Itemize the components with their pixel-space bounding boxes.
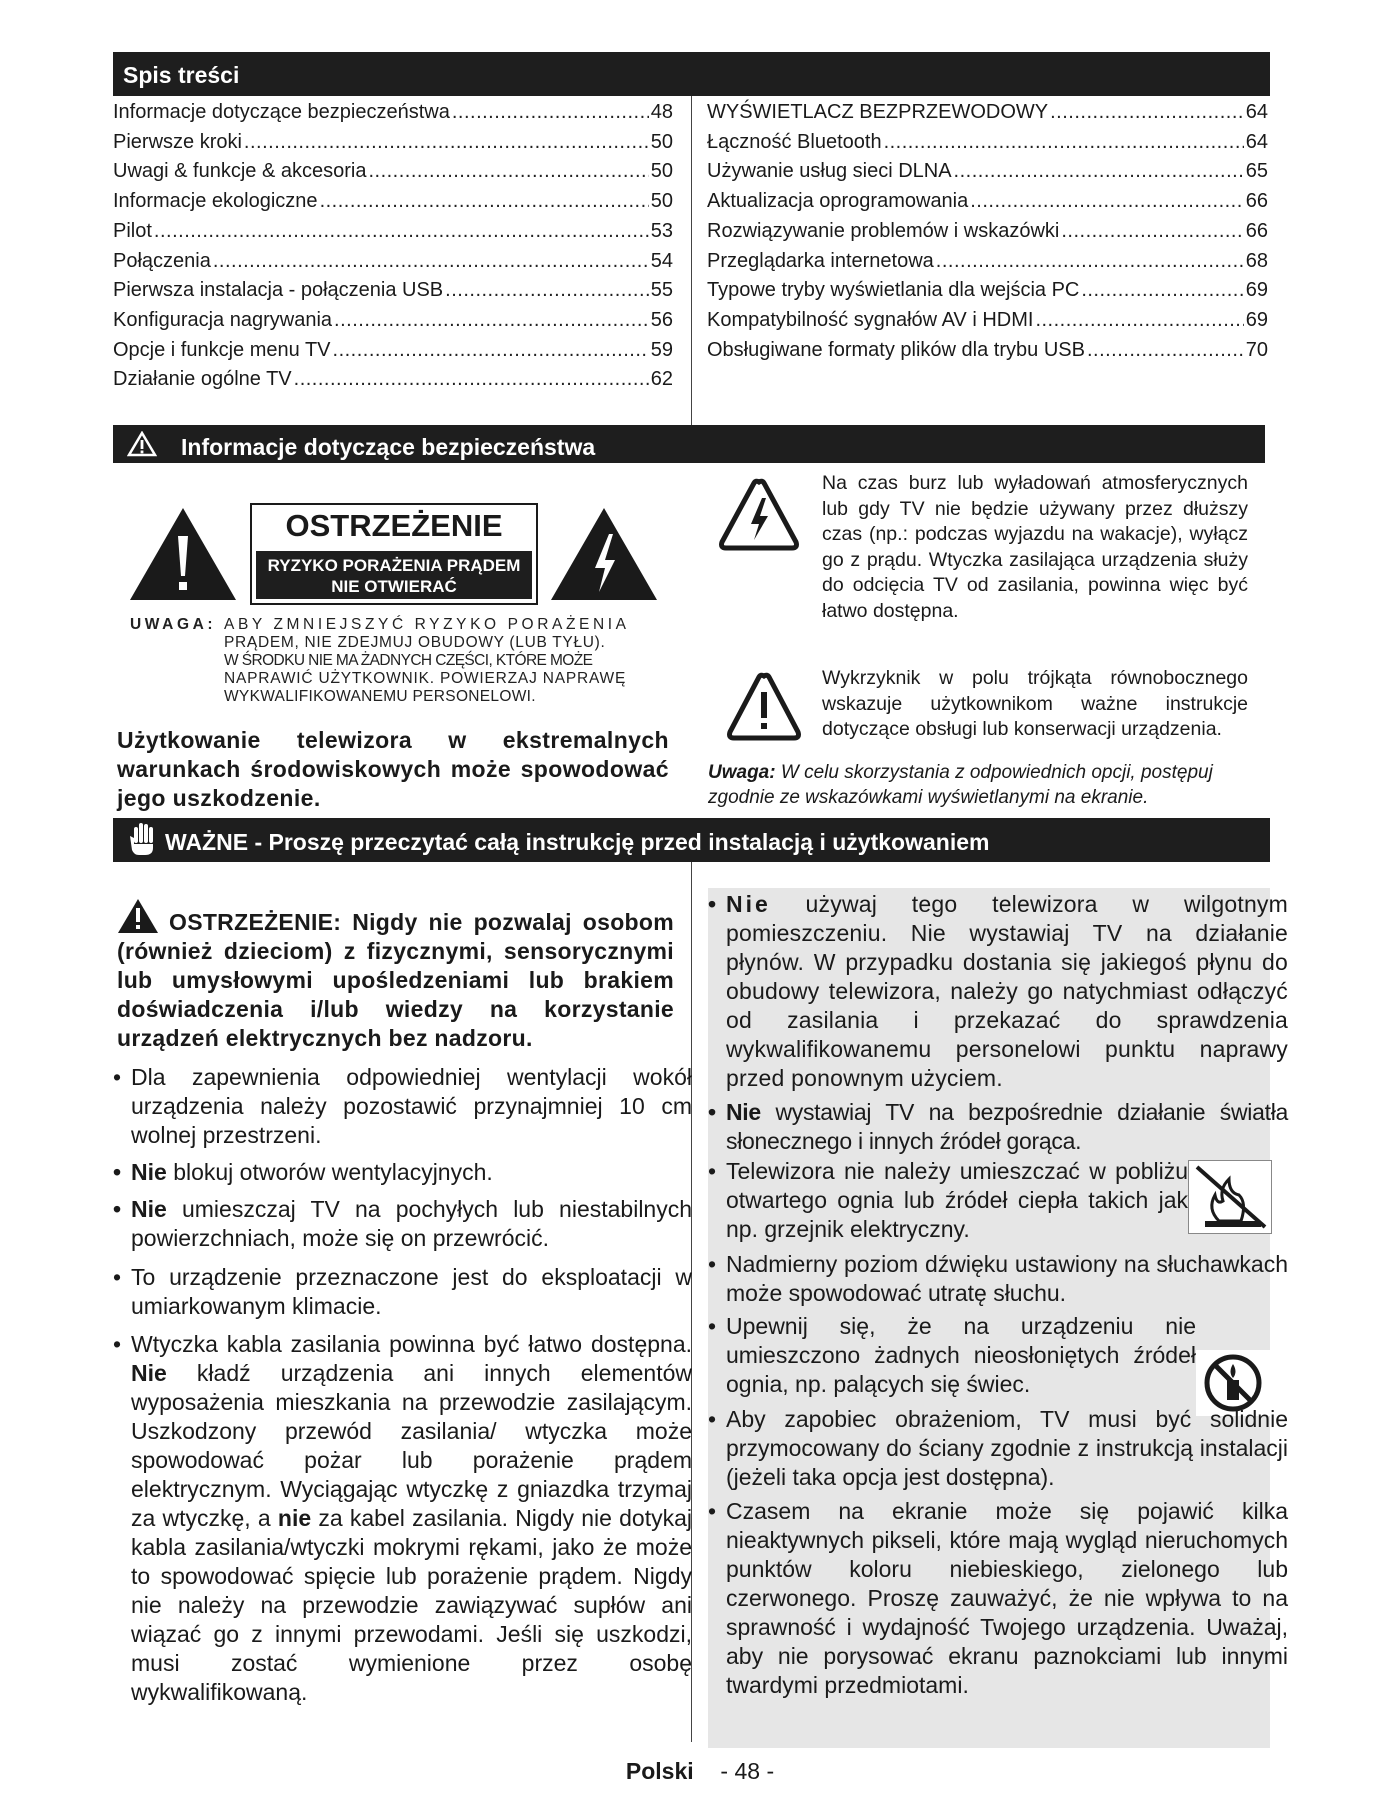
- uwaga-line-3: W ŚRODKU NIE MA ŻADNYCH CZĘŚCI, KTÓRE MOŻE: [224, 652, 593, 669]
- warning-statement-text: OSTRZEŻENIE: Nigdy nie pozwalaj osobom (również dzieciom) z fizycznymi, sensorycznymi lub umysłowymi upośledzeniami lub brakiem doświadczenia i/lub wiedzy na korzystanie urządzeń elektrycznych bez nadzoru.: [117, 909, 674, 1051]
- bullet-mark: •: [113, 1264, 122, 1290]
- bullet-climate: [113, 1263, 692, 1321]
- toc-entry[interactable]: [113, 160, 673, 186]
- nie-bold: nie: [277, 1505, 312, 1531]
- toc-entry-leader: [320, 190, 649, 213]
- toc-entry-page: 50: [650, 160, 673, 183]
- nie-bold: Nie: [131, 1196, 167, 1222]
- bullet-text: Wtyczka kabla zasilania powinna być łatwo dostępna.: [131, 1331, 692, 1357]
- warning-triangle-icon: [127, 431, 157, 457]
- toc-entry-page: 55: [650, 279, 673, 302]
- toc-entry-page: 53: [650, 219, 673, 242]
- note: [708, 760, 1268, 810]
- bullet-text: Aby zapobiec obrażeniom, TV musi być solidnie przymocowany do ściany zgodnie z instrukcją instalacji (jeżeli taka opcja jest dostępna).: [726, 1406, 1288, 1490]
- toc-entry-leader: [1050, 101, 1244, 124]
- exclamation-outline-icon: [726, 672, 802, 742]
- note-label: Uwaga:: [708, 762, 776, 783]
- toc-entry-leader: [154, 220, 649, 243]
- toc-entry-leader: [936, 250, 1244, 273]
- toc-entry-page: 50: [650, 130, 673, 153]
- nie-bold: Nie: [131, 1360, 167, 1386]
- bullet-mark: •: [708, 1099, 716, 1125]
- toc-entry[interactable]: [707, 101, 1268, 127]
- bullet-mark: •: [708, 1313, 717, 1339]
- toc-entry[interactable]: [707, 131, 1268, 157]
- bullet-mark: •: [708, 1158, 717, 1184]
- toc-entry-leader: [1035, 309, 1243, 332]
- toc-entry-label: Informacje ekologiczne: [113, 190, 318, 213]
- toc-entry-label: Pierwsza instalacja - połączenia USB: [113, 279, 444, 302]
- hand-icon: [129, 822, 159, 856]
- warning-box: [250, 503, 538, 605]
- toc-entry-leader: [884, 131, 1244, 154]
- toc-entry-label: Informacje dotyczące bezpieczeństwa: [113, 101, 450, 123]
- toc-entry-page: 69: [1245, 308, 1268, 331]
- toc-entry-label: Przeglądarka internetowa: [707, 249, 934, 272]
- bullet-pixels: [708, 1497, 1288, 1700]
- toc-entry[interactable]: [113, 309, 673, 335]
- toc-entry-leader: [213, 250, 649, 273]
- bullet-power-cord: [113, 1330, 692, 1707]
- bullet-text: Dla zapewnienia odpowiedniej wentylacji wokół urządzenia należy pozostawić przynajmniej 10 cm wolnej przestrzeni.: [131, 1064, 692, 1148]
- important-header: [113, 818, 1270, 862]
- toc-entry[interactable]: [113, 279, 673, 305]
- bullet-mark: •: [113, 1331, 122, 1357]
- toc-entry-leader: [244, 131, 649, 154]
- toc-entry-page: 64: [1245, 101, 1268, 123]
- toc-entry-leader: [954, 160, 1244, 183]
- uwaga-line-2: PRĄDEM, NIE ZDEJMUJ OBUDOWY (LUB TYŁU).: [224, 634, 606, 651]
- toc-entry-page: 66: [1245, 219, 1268, 242]
- uwaga-line-1: ABY ZMNIEJSZYĆ RYZYKO PORAŻENIA: [224, 616, 630, 633]
- toc-entry-label: Aktualizacja oprogramowania: [707, 190, 969, 213]
- toc-entry-label: Używanie usług sieci DLNA: [707, 160, 952, 183]
- warning-box-sub2: NIE OTWIERAĆ: [331, 577, 457, 596]
- toc-entry-label: Pilot: [113, 219, 152, 242]
- bullet-mark: •: [113, 1064, 122, 1090]
- toc-entry[interactable]: [113, 250, 673, 276]
- toc-entry-label: Konfiguracja nagrywania: [113, 308, 333, 331]
- toc-entry-label: Typowe tryby wyświetlania dla wejścia PC: [707, 279, 1080, 302]
- toc-entry-leader: [452, 101, 649, 124]
- toc-entry-page: 48: [650, 101, 673, 123]
- toc-entry[interactable]: [707, 250, 1268, 276]
- toc-entry-label: WYŚWIETLACZ BEZPRZEWODOWY: [707, 101, 1049, 123]
- bullet-mark: •: [708, 891, 717, 917]
- toc-entry[interactable]: [707, 309, 1268, 335]
- toc-entry-label: Opcje i funkcje menu TV: [113, 338, 331, 361]
- toc-entry-page: 66: [1245, 190, 1268, 213]
- safety-title: Informacje dotyczące bezpieczeństwa: [181, 434, 596, 460]
- warning-box-subpanel: [256, 551, 532, 599]
- toc-entry-label: Działanie ogólne TV: [113, 368, 292, 391]
- exclamation-text: Wykrzyknik w polu trójkąta równobocznego wskazuje użytkownikom ważne instrukcje dotyczące obsługi lub konserwacji urządzenia.: [822, 667, 1248, 740]
- bullet-unstable: [113, 1195, 692, 1253]
- toc-entry-label: Pierwsze kroki: [113, 130, 242, 153]
- toc-entry-page: 65: [1245, 160, 1268, 183]
- toc-entry-label: Kompatybilność sygnałów AV i HDMI: [707, 308, 1034, 331]
- bullet-mark: •: [708, 1406, 717, 1432]
- toc-entry-label: Połączenia: [113, 249, 211, 272]
- toc-entry[interactable]: [707, 190, 1268, 216]
- toc-divider: [691, 96, 692, 426]
- toc-entry[interactable]: [113, 101, 673, 127]
- nie-bold: Nie: [726, 1099, 761, 1125]
- toc-entry-leader: [294, 368, 649, 391]
- bullet-mark: •: [708, 1498, 717, 1524]
- toc-entry[interactable]: [707, 279, 1268, 305]
- note-text: W celu skorzystania z odpowiednich opcji, postępuj zgodnie ze wskazówkami wyświetlanymi na ekranie.: [708, 762, 1213, 808]
- bullet-sunlight: [708, 1098, 1288, 1156]
- toc-entry[interactable]: [707, 339, 1268, 365]
- bullet-text: wystawiaj TV na bezpośrednie działanie światła słonecznego i innych źródeł gorąca.: [726, 1099, 1289, 1154]
- uwaga-label: UWAGA:: [130, 616, 217, 633]
- toc-entry[interactable]: [113, 190, 673, 216]
- toc-entry-leader: [1061, 220, 1243, 243]
- toc-entry-page: 54: [650, 249, 673, 272]
- toc-entry[interactable]: [707, 160, 1268, 186]
- toc-entry-leader: [445, 279, 649, 302]
- bullet-vents: [113, 1158, 692, 1187]
- toc-entry-label: Rozwiązywanie problemów i wskazówki: [707, 219, 1060, 242]
- bullet-text: umieszczaj TV na pochyłych lub niestabilnych powierzchniach, może się on przewrócić.: [131, 1196, 693, 1251]
- bullet-text: Nadmierny poziom dźwięku ustawiony na słuchawkach może spowodować utratę słuchu.: [726, 1251, 1288, 1306]
- bullet-text: Czasem na ekranie może się pojawić kilka nieaktywnych pikseli, które mają wygląd nieruchomych punktów koloru niebieskiego, zielonego lub czerwonego. Proszę zauważyć, że nie wpływa to na sprawność i wydajność Twojego urządzenia. Uważaj, aby nie porysować ekranu paznokciami lub innymi twardymi przedmiotami.: [726, 1498, 1288, 1698]
- footer-page-number: - 48 -: [720, 1758, 775, 1784]
- bullet-text: kładź urządzenia ani innych elementów wyposażenia mieszkania na przewodzie zasilającym. Uszkodzony przewód zasilania/ wtyczka może spowodować pożar lub porażenie prądem elektrycznym. Wyciągając wtyczkę z gniazdka trzymaj za wtyczkę, a: [131, 1360, 692, 1531]
- toc-entry-leader: [333, 339, 649, 362]
- toc-entry-page: 64: [1245, 130, 1268, 153]
- warning-statement: [117, 908, 674, 1053]
- toc-entry-page: 50: [650, 190, 673, 213]
- bullet-text: blokuj otworów wentylacyjnych.: [173, 1159, 493, 1185]
- toc-title: Spis treści: [123, 62, 240, 88]
- toc-entry[interactable]: [113, 131, 673, 157]
- toc-entry[interactable]: [707, 220, 1268, 246]
- toc-entry-leader: [1087, 339, 1244, 362]
- toc-entry-page: 59: [650, 338, 673, 361]
- extreme-conditions-warning: Użytkowanie telewizora w ekstremalnych warunkach środowiskowych może spowodować jego uszkodzenie.: [117, 727, 669, 811]
- footer: [0, 1758, 1400, 1785]
- toc-entry[interactable]: [113, 220, 673, 246]
- toc-entry-page: 56: [650, 308, 673, 331]
- toc-entry-label: Uwagi & funkcje & akcesoria: [113, 160, 367, 183]
- toc-entry-label: Obsługiwane formaty plików dla trybu USB: [707, 338, 1085, 361]
- nie-bold: Nie: [131, 1159, 167, 1185]
- uwaga-line-5: WYKWALIFIKOWANEMU PERSONELOWI.: [224, 688, 536, 705]
- important-title: WAŻNE - Proszę przeczytać całą instrukcję przed instalacją i użytkowaniem: [165, 829, 990, 855]
- bullet-headphones: [708, 1250, 1288, 1308]
- toc-header: [113, 52, 1270, 96]
- bullet-ventilation: [113, 1063, 692, 1150]
- toc-entry-page: 62: [650, 368, 673, 391]
- bullet-open-fire: [708, 1157, 1188, 1244]
- no-fire-icon: [1188, 1160, 1272, 1234]
- toc-entry-leader: [1081, 279, 1243, 302]
- bullet-mark: •: [708, 1251, 717, 1277]
- uwaga-line-4: NAPRAWIĆ UŻYTKOWNIK. POWIERZAJ NAPRAWĘ: [224, 670, 627, 687]
- nie-bold: Nie: [726, 891, 771, 917]
- toc-entry[interactable]: [113, 368, 673, 394]
- bullet-text: Upewnij się, że na urządzeniu nie umieszczono żadnych nieosłoniętych źródeł ognia, np. palących się świec.: [726, 1313, 1196, 1397]
- toc-entry-leader: [970, 190, 1244, 213]
- lightning-triangle-icon: [549, 506, 659, 602]
- uwaga-block: [130, 616, 660, 706]
- bullet-candles: [708, 1312, 1196, 1399]
- bullet-mark: •: [113, 1159, 122, 1185]
- warning-box-sub1: RYZYKO PORAŻENIA PRĄDEM: [267, 556, 521, 575]
- toc-entry-leader: [334, 309, 649, 332]
- toc-entry-leader: [368, 160, 648, 183]
- bullet-text: za kabel zasilania. Nigdy nie dotykaj kabla zasilania/wtyczki mokrymi rękami, jako że może to spowodować spięcie lub porażenie prądem. Nigdy nie należy na przewodzie zawiązywać supłów ani wiązać go z innymi przewodami. Jeśli się uszkodzi, musi zostać wymienione przez osobę wykwalifikowaną.: [131, 1505, 692, 1705]
- bullet-text: To urządzenie przeznaczone jest do eksploatacji w umiarkowanym klimacie.: [131, 1264, 692, 1319]
- bullet-text: używaj tego telewizora w wilgotnym pomieszczeniu. Nie wystawiaj TV na działanie płynów. W przypadku dostania się jakiegoś płynu do obudowy telewizora, należy go natychmiast odłączyć od zasilania i przekazać do sprawdzenia wykwalifikowanemu personelowi punktu naprawy przed ponownym użyciem.: [726, 891, 1288, 1091]
- safety-header: [113, 425, 1265, 463]
- footer-language: Polski: [625, 1758, 694, 1784]
- exclamation-triangle-icon: [128, 506, 238, 602]
- toc-entry-page: 70: [1245, 338, 1268, 361]
- bullet-wall-mount: [708, 1405, 1288, 1492]
- toc-entry-page: 68: [1245, 249, 1268, 272]
- bullet-text: Telewizora nie należy umieszczać w pobliżu otwartego ognia lub źródeł ciepła takich jak np. grzejnik elektryczny.: [726, 1158, 1188, 1242]
- toc-entry[interactable]: [113, 339, 673, 365]
- bullet-mark: •: [113, 1196, 122, 1222]
- lightning-outline-icon: [718, 478, 800, 552]
- bullet-humidity: [708, 890, 1288, 1093]
- warning-box-title: OSTRZEŻENIE: [285, 508, 503, 543]
- storm-text: Na czas burz lub wyładowań atmosferycznych lub gdy TV nie będzie używany przez dłuższy czas (np.: podczas wyjazdu na wakacje), wyłącz go z prądu. Wtyczka zasilająca urządzenia służy do odcięcia TV od zasilania, powinna więc być łatwo dostępna.: [822, 472, 1248, 622]
- toc-entry-label: Łączność Bluetooth: [707, 130, 882, 153]
- toc-entry-page: 69: [1245, 279, 1268, 302]
